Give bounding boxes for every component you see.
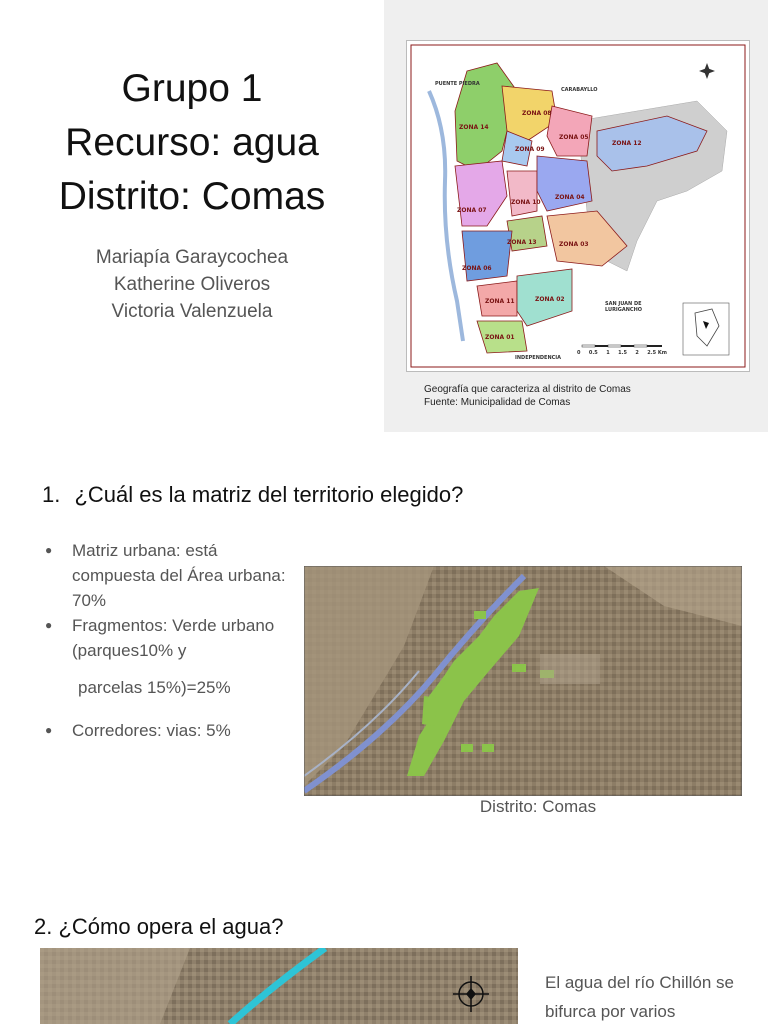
district-map-panel — [384, 0, 768, 432]
zone-label: ZONA 02 — [535, 296, 565, 303]
zone-label: ZONA 10 — [511, 199, 541, 206]
place-label: PUENTE PIEDRA — [435, 81, 480, 87]
place-label: CARABAYLLO — [561, 87, 598, 93]
author-name: Victoria Valenzuela — [111, 301, 273, 322]
question-number: 1. — [42, 482, 61, 507]
list-item — [42, 718, 292, 743]
bullet-icon: ● — [45, 543, 53, 557]
zone-label: ZONA 08 — [522, 110, 552, 117]
bullet-icon: ● — [45, 723, 53, 737]
scale-label: 0 — [577, 350, 581, 356]
title-line-district: Distrito: Comas — [58, 175, 326, 218]
zone-label: ZONA 04 — [555, 194, 585, 201]
district-map — [406, 40, 750, 372]
zone-label: ZONA 03 — [559, 241, 589, 248]
zone-label: ZONA 09 — [515, 146, 545, 153]
zone-label: ZONA 13 — [507, 239, 537, 246]
place-label: INDEPENDENCIA — [515, 355, 562, 361]
aerial-photo-comas — [304, 566, 742, 796]
authors-list — [0, 244, 384, 325]
author-name: Mariapía Garaycochea — [95, 247, 289, 268]
question-2-body: El agua del río Chillón se bifurca por varios — [545, 973, 735, 1021]
title-line-group: Grupo 1 — [121, 67, 263, 110]
scale-label: 1.5 — [618, 350, 627, 356]
photo-caption: Distrito: Comas — [479, 797, 597, 816]
bullet-text: Fragmentos: Verde urbano (parques10% y — [72, 616, 275, 660]
zone-label: ZONA 14 — [459, 124, 489, 131]
bullet-text: Corredores: vias: 5% — [72, 721, 231, 740]
zone-label: ZONA 12 — [612, 140, 642, 147]
question-1-heading — [42, 482, 463, 508]
bullet-text: parcelas 15%)=25% — [78, 678, 231, 697]
question-2-heading: 2. ¿Cómo opera el agua? — [34, 914, 284, 939]
map-source: Fuente: Municipalidad de Comas — [424, 397, 571, 408]
zone-label: ZONA 07 — [457, 207, 487, 214]
matrix-bullet-list — [42, 538, 292, 743]
bullet-text: Matriz urbana: está compuesta del Área urbana: 70% — [72, 541, 286, 610]
zone-label: ZONA 05 — [559, 134, 589, 141]
zone-label: ZONA 01 — [485, 334, 515, 341]
list-item — [42, 538, 292, 613]
bullet-icon: ● — [45, 618, 53, 632]
title-line-resource: Recurso: agua — [65, 121, 319, 164]
zone-label: ZONA 06 — [462, 265, 492, 272]
scale-label: 2 — [635, 350, 639, 356]
scale-label: 2.5 Km — [647, 350, 667, 356]
scale-label: 1 — [606, 350, 610, 356]
scale-label: 0.5 — [588, 350, 598, 356]
zone-label: ZONA 11 — [485, 298, 515, 305]
scale-labels — [577, 350, 667, 356]
question-text: ¿Cuál es la matriz del territorio elegido? — [74, 482, 464, 507]
author-name: Katherine Oliveros — [113, 274, 271, 295]
list-item — [42, 675, 292, 700]
map-caption: Geografía que caracteriza al distrito de Comas — [424, 384, 631, 395]
title-block — [0, 62, 384, 224]
scale-bar — [582, 345, 662, 347]
aerial-photo-river — [40, 948, 518, 1024]
list-item — [42, 613, 292, 663]
place-label: SAN JUAN DE LURIGANCHO — [605, 301, 643, 313]
